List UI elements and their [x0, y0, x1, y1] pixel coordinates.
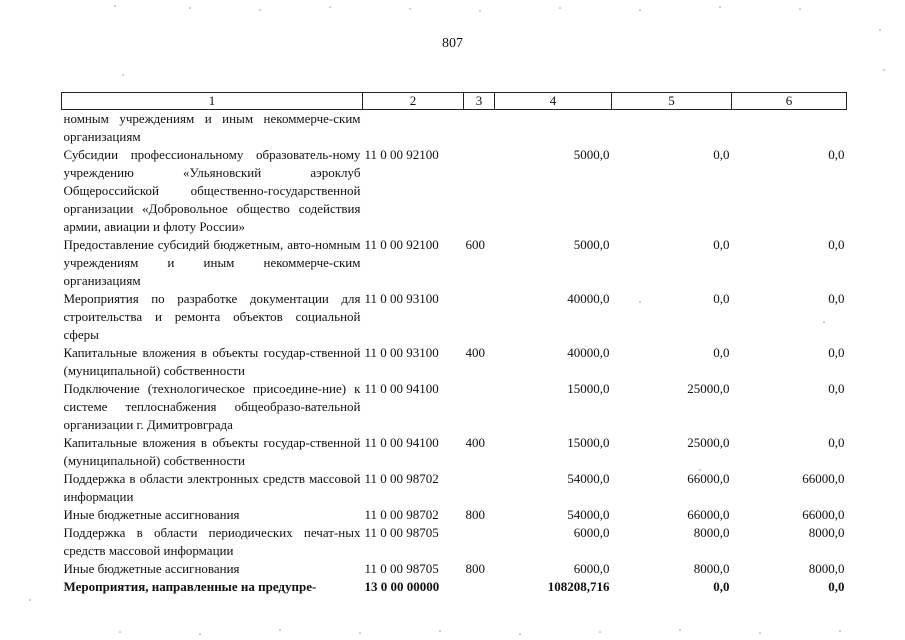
row-value-col4: 108208,716	[547, 579, 610, 594]
header-row	[62, 93, 847, 110]
scan-speck	[759, 632, 761, 634]
row-code: 11 0 00 98705	[364, 561, 439, 576]
row-value-col6: 66000,0	[802, 471, 845, 486]
row-description: Подключение (технологическое присоедине-ние) к системе теплоснабжения общеобразо-вательной организации г. Димитровграда	[63, 381, 361, 432]
table-row	[62, 380, 847, 434]
row-value-col4: 6000,0	[573, 561, 610, 576]
scan-speck	[479, 10, 481, 12]
row-value-col4	[495, 110, 612, 147]
row-value-col4: 6000,0	[573, 525, 610, 540]
row-value-col6: 8000,0	[808, 525, 845, 540]
scan-speck	[329, 6, 331, 8]
row-expense-type	[464, 470, 495, 506]
row-value-col6	[732, 110, 847, 147]
scan-speck	[639, 9, 641, 11]
row-expense-type: 400	[465, 345, 485, 360]
table-row	[62, 470, 847, 506]
row-description: Иные бюджетные ассигнования	[63, 507, 240, 522]
row-value-col4: 15000,0	[567, 381, 610, 396]
page-number: 807	[442, 36, 463, 51]
row-code: 11 0 00 98702	[364, 471, 439, 486]
table-row	[62, 560, 847, 578]
col-header-3: 3	[464, 93, 495, 110]
row-expense-type	[464, 146, 495, 236]
row-description: Поддержка в области электронных средств массовой информации	[63, 471, 361, 504]
row-value-col6: 0,0	[828, 147, 845, 162]
row-value-col5: 66000,0	[687, 471, 730, 486]
col-header-4: 4	[495, 93, 612, 110]
row-code: 11 0 00 94100	[364, 435, 439, 450]
table-row	[62, 578, 847, 596]
row-value-col5: 0,0	[713, 291, 730, 306]
row-expense-type: 800	[465, 507, 485, 522]
row-value-col5: 8000,0	[693, 561, 730, 576]
scan-speck	[519, 633, 521, 635]
row-expense-type	[464, 380, 495, 434]
row-value-col6: 0,0	[828, 345, 845, 360]
row-value-col6: 0,0	[828, 291, 845, 306]
scan-speck	[189, 7, 191, 9]
table-row	[62, 146, 847, 236]
row-value-col5: 0,0	[713, 345, 730, 360]
scan-speck	[279, 629, 281, 631]
row-expense-type	[464, 110, 495, 147]
row-value-col4: 5000,0	[573, 147, 610, 162]
table-row	[62, 344, 847, 380]
scan-speck	[599, 631, 601, 633]
col-header-5: 5	[612, 93, 732, 110]
row-code: 13 0 00 00000	[364, 579, 440, 594]
row-description: Предоставление субсидий бюджетным, авто-номным учреждениям и иным некоммерче-ским организациям	[63, 237, 361, 288]
row-code: 11 0 00 93100	[364, 345, 439, 360]
table-row	[62, 236, 847, 290]
col-header-2: 2	[363, 93, 464, 110]
row-code: 11 0 00 92100	[364, 147, 439, 162]
row-value-col4: 54000,0	[567, 507, 610, 522]
row-value-col6: 0,0	[828, 381, 845, 396]
col-header-1: 1	[62, 93, 363, 110]
table-row	[62, 290, 847, 344]
scan-speck	[409, 8, 411, 10]
row-description: Иные бюджетные ассигнования	[63, 561, 240, 576]
row-description: Мероприятия, направленные на предупре-	[63, 579, 317, 594]
row-description: Субсидии профессиональному образователь-ному учреждению «Ульяновский аэроклуб Общероссийской общественно-государственной организации «Добровольное общество содействия армии, авиации и флоту России»	[63, 147, 361, 234]
scan-speck	[559, 7, 561, 9]
budget-table	[61, 92, 847, 596]
table-row	[62, 434, 847, 470]
row-code: 11 0 00 98702	[364, 507, 439, 522]
row-description: Мероприятия по разработке документации для строительства и ремонта объектов социальной сферы	[63, 291, 361, 342]
row-value-col4: 15000,0	[567, 435, 610, 450]
row-value-col5: 0,0	[713, 579, 730, 594]
scan-speck	[719, 6, 721, 8]
table-row	[62, 524, 847, 560]
row-value-col5: 25000,0	[687, 381, 730, 396]
row-value-col5: 8000,0	[693, 525, 730, 540]
row-description: номным учреждениям и иным некоммерче-ским организациям	[63, 111, 361, 144]
scan-speck	[799, 8, 801, 10]
row-code	[363, 110, 464, 147]
row-description: Капитальные вложения в объекты государ-ственной (муниципальной) собственности	[63, 345, 361, 378]
row-expense-type: 800	[465, 561, 485, 576]
row-expense-type	[464, 578, 495, 596]
row-code: 11 0 00 94100	[364, 381, 439, 396]
row-value-col4: 54000,0	[567, 471, 610, 486]
scan-speck	[119, 631, 121, 633]
scan-speck	[439, 630, 441, 632]
scan-speck	[839, 630, 841, 632]
scan-speck	[259, 9, 261, 11]
row-code: 11 0 00 98705	[364, 525, 439, 540]
row-value-col5: 25000,0	[687, 435, 730, 450]
row-value-col4: 5000,0	[573, 237, 610, 252]
row-value-col5: 0,0	[713, 147, 730, 162]
row-description: Капитальные вложения в объекты государ-ственной (муниципальной) собственности	[63, 435, 361, 468]
row-value-col5: 66000,0	[687, 507, 730, 522]
scan-speck	[879, 29, 881, 31]
row-expense-type: 600	[465, 237, 485, 252]
table-row	[62, 506, 847, 524]
scan-speck	[114, 5, 116, 7]
row-value-col5: 0,0	[713, 237, 730, 252]
row-value-col4: 40000,0	[567, 291, 610, 306]
row-value-col6: 0,0	[828, 435, 845, 450]
scan-speck	[359, 632, 361, 634]
row-expense-type: 400	[465, 435, 485, 450]
scan-speck	[122, 74, 124, 76]
scan-speck	[29, 599, 31, 601]
row-expense-type	[464, 524, 495, 560]
row-expense-type	[464, 290, 495, 344]
row-value-col5	[612, 110, 732, 147]
scan-speck	[199, 633, 201, 635]
row-code: 11 0 00 93100	[364, 291, 439, 306]
col-header-6: 6	[732, 93, 847, 110]
row-value-col6: 8000,0	[808, 561, 845, 576]
row-value-col6: 66000,0	[802, 507, 845, 522]
row-code: 11 0 00 92100	[364, 237, 439, 252]
scan-speck	[679, 629, 681, 631]
row-value-col6: 0,0	[828, 237, 845, 252]
scan-speck	[883, 69, 885, 71]
row-value-col4: 40000,0	[567, 345, 610, 360]
row-description: Поддержка в области периодических печат-ных средств массовой информации	[63, 525, 361, 558]
table-body	[62, 110, 847, 597]
table-row	[62, 110, 847, 147]
row-value-col6: 0,0	[828, 579, 845, 594]
